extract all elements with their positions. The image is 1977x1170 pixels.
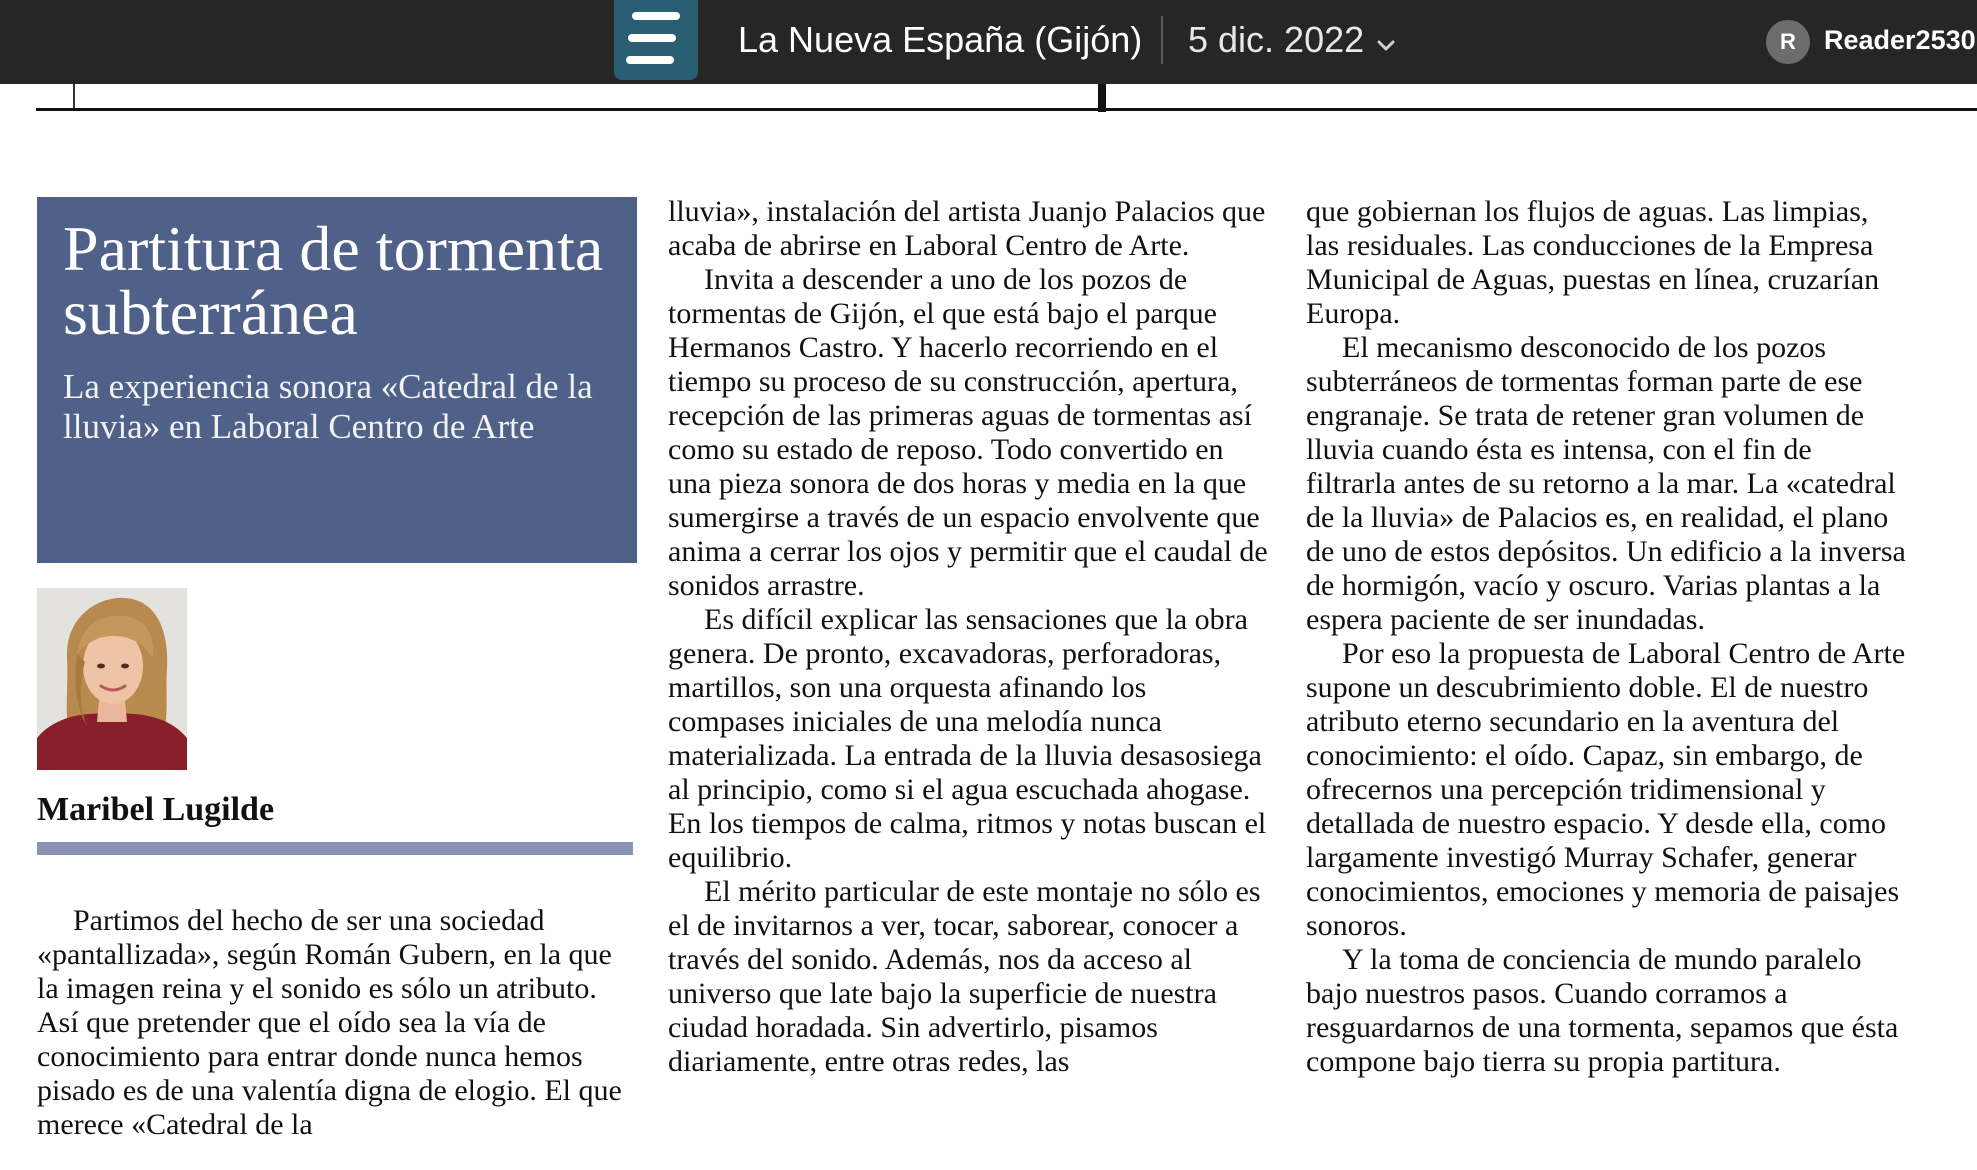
article-headline: Partitura de tormenta subterránea	[63, 213, 604, 348]
article-paragraph: Por eso la propuesta de Laboral Centro de Arte supone un descubrimiento doble. El de nuestro atributo eterno secundario en la aventura del conocimiento: el oído. Capaz, sin embargo, de ofrecernos una percepción tridimensional y detallada de nuestro espacio. Y desde ella, como largamente investigó Murray Schafer, generar conocimientos, emociones y memoria de paisajes sonoros.	[1306, 637, 1906, 942]
article-subheadline: La experiencia sonora «Catedral de la lluvia» en Laboral Centro de Arte	[63, 367, 593, 446]
hamburger-menu-icon	[632, 12, 680, 20]
hamburger-menu-icon-bar	[628, 34, 676, 42]
toolbar-divider	[1161, 16, 1163, 64]
article-paragraph: Y la toma de conciencia de mundo paralelo bajo nuestros pasos. Cuando corramos a resguardarnos de una tormenta, sepamos que ésta compone bajo tierra su propia partitura.	[1306, 943, 1899, 1078]
username: Reader2530	[1824, 25, 1976, 55]
article-paragraph: Invita a descender a uno de los pozos de tormentas de Gijón, el que está bajo el parque Hermanos Castro. Y hacerlo recorriendo en el tiempo su proceso de su construcción, apertura, recepción de las primeras aguas de tormentas así como su estado de reposo. Todo convertido en una pieza sonora de dos horas y media en la que sumergirse a través de un espacio envolvente que anima a cerrar los ojos y permitir que el caudal de sonidos arrastre.	[668, 263, 1268, 602]
article-column-1	[37, 904, 637, 1142]
page-edge-mark	[73, 84, 75, 110]
reader-toolbar	[0, 0, 1977, 84]
author-photo	[37, 588, 187, 770]
article-paragraph: Es difícil explicar las sensaciones que la obra genera. De pronto, excavadoras, perforadoras, martillos, son una orquesta afinando los compases iniciales de una melodía nunca materializada. La entrada de la lluvia desasosiega al principio, como si el agua escuchada ahogase. En los tiempos de calma, ritmos y notas buscan el equilibrio.	[668, 603, 1267, 874]
hamburger-menu-button[interactable]	[614, 0, 698, 80]
article-paragraph: El mecanismo desconocido de los pozos subterráneos de tormentas forman parte de ese engranaje. Se trata de retener gran volumen de lluvia cuando ésta es intensa, con el fin de filtrarla antes de su retorno a la mar. La «catedral de la lluvia» de Palacios es, en realidad, el plano de uno de estos depósitos. Un edificio a la inversa de hormigón, vacío y oscuro. Varias plantas a la espera paciente de ser inundadas.	[1306, 331, 1906, 636]
article-paragraph: lluvia», instalación del artista Juanjo Palacios que acaba de abrirse en Laboral Centro de Arte.	[668, 195, 1266, 262]
issue-date: 5 dic. 2022	[1188, 19, 1365, 60]
article-paragraph: Partimos del hecho de ser una sociedad «pantallizada», según Román Gubern, en la que la imagen reina y el sonido es sólo un atributo. Así que pretender que el oído sea la vía de conocimiento para entrar donde nunca hemos pisado es de una valentía digna de elogio. El que merece «Catedral de la	[37, 904, 622, 1141]
article-paragraph: El mérito particular de este montaje no sólo es el de invitarnos a ver, tocar, saborear, conocer a través del sonido. Además, nos da acceso al universo que late bajo la superficie de nuestra ciudad horadada. Sin advertirlo, pisamos diariamente, entre otras redes, las	[668, 875, 1261, 1078]
article-column-2	[668, 195, 1268, 1079]
chevron-down-icon	[1377, 39, 1395, 57]
headline-box	[37, 197, 637, 563]
publication-title: La Nueva España (Gijón)	[738, 19, 1143, 60]
article-column-3	[1306, 195, 1906, 1079]
hamburger-menu-icon-bar	[626, 56, 674, 64]
avatar: R	[1766, 20, 1810, 64]
issue-date-selector[interactable]	[1188, 18, 1395, 62]
page-top-rule	[36, 108, 1977, 111]
author-rule	[37, 842, 633, 855]
author-name: Maribel Lugilde	[37, 791, 275, 828]
article-paragraph: que gobiernan los flujos de aguas. Las limpias, las residuales. Las conducciones de la Empresa Municipal de Aguas, puestas en línea, cruzarían Europa.	[1306, 195, 1880, 330]
